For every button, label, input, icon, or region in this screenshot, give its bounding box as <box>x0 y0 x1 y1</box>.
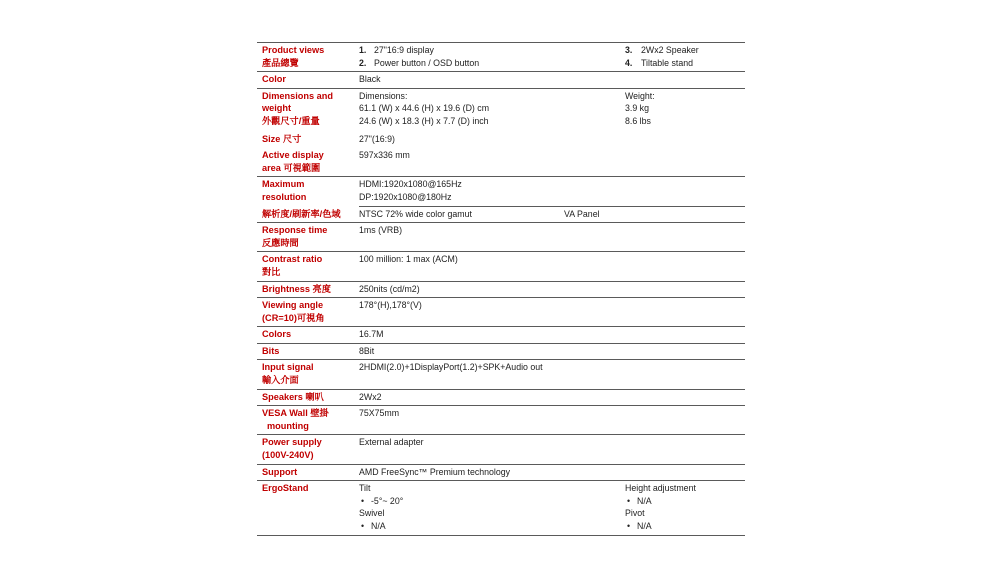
pivot-heading: Pivot <box>625 508 645 519</box>
row-vesa <box>257 405 745 434</box>
bullet: • <box>361 495 365 506</box>
max-resolution-label-zh: 解析度/刷新率/色域 <box>262 209 341 220</box>
max-resolution-label <box>257 177 359 205</box>
weight-heading: Weight: <box>625 90 655 101</box>
product-views-value <box>359 43 745 71</box>
row-dimensions <box>257 88 745 177</box>
size-label: Size 尺寸 <box>262 133 302 144</box>
row-ergostand <box>257 480 745 535</box>
hdmi-resolution: HDMI:1920x1080@165Hz <box>359 179 462 190</box>
dimensions-value <box>359 89 745 177</box>
label-text: Product views <box>262 45 325 55</box>
product-views-label <box>257 43 359 71</box>
pivot-item <box>625 520 696 533</box>
bits-value: 8Bit <box>359 345 375 356</box>
label-text: Power supply <box>262 437 322 448</box>
row-input-signal <box>257 359 745 388</box>
label-text: Response time <box>262 225 328 236</box>
row-support <box>257 464 745 481</box>
bullet: • <box>361 521 365 531</box>
support-value: AMD FreeSync™ Premium technology <box>359 466 511 477</box>
height-value: N/A <box>637 495 652 506</box>
item-text: Power button / OSD button <box>374 57 480 68</box>
power-value: External adapter <box>359 437 424 448</box>
viewing-label <box>257 298 359 326</box>
weight-column <box>625 90 655 128</box>
response-label <box>257 223 359 251</box>
item-number: 3. <box>625 45 633 55</box>
active-area-label: Active display area 可視範圍 <box>262 150 324 173</box>
spec-sheet <box>257 42 745 536</box>
swivel-heading: Swivel <box>359 508 385 519</box>
color-value: Black <box>359 74 381 85</box>
item-3 <box>625 44 699 57</box>
label-text: VESA Wall 壁掛 <box>262 408 329 419</box>
power-label <box>257 435 359 463</box>
label-zh: 產品總覽 <box>262 57 299 68</box>
item-4 <box>625 57 699 70</box>
label-text: Input signal <box>262 362 314 373</box>
colors-value: 16.7M <box>359 329 384 340</box>
dimensions-cm: 61.1 (W) x 44.6 (H) x 19.6 (D) cm <box>359 103 490 114</box>
row-brightness <box>257 281 745 298</box>
row-contrast <box>257 251 745 280</box>
ergostand-label: ErgoStand <box>262 483 309 494</box>
weight-lbs: 8.6 lbs <box>625 115 651 126</box>
input-value: 2HDMI(2.0)+1DisplayPort(1.2)+SPK+Audio out <box>359 362 543 373</box>
bullet: • <box>627 521 631 531</box>
items-right-column <box>625 44 699 69</box>
speakers-value: 2Wx2 <box>359 391 382 402</box>
gamut-value <box>359 207 745 223</box>
label-text-2: mounting <box>267 420 309 431</box>
brightness-label: Brightness 亮度 <box>262 283 331 294</box>
label-text-2: (100V-240V) <box>262 450 314 461</box>
pivot-value: N/A <box>637 521 652 531</box>
bullet: • <box>627 495 631 506</box>
bits-label: Bits <box>262 345 280 356</box>
color-label: Color <box>262 74 286 85</box>
vesa-value: 75X75mm <box>359 408 400 419</box>
item-number: 4. <box>625 57 633 68</box>
row-viewing-angle <box>257 297 745 326</box>
label-text: Contrast ratio <box>262 254 323 265</box>
weight-kg: 3.9 kg <box>625 103 649 114</box>
tilt-value: -5°~ 20° <box>371 495 404 506</box>
swivel-value: N/A <box>371 521 386 531</box>
label-zh: (CR=10)可視角 <box>262 312 325 323</box>
panel-type: VA Panel <box>564 208 600 219</box>
viewing-value: 178°(H),178°(V) <box>359 300 422 311</box>
label-text: Dimensions and weight <box>262 90 333 114</box>
active-area-value: 597x336 mm <box>359 150 410 161</box>
dimensions-heading: Dimensions: <box>359 90 408 101</box>
label-text: Viewing angle <box>262 300 324 311</box>
row-bits <box>257 343 745 360</box>
response-value: 1ms (VRB) <box>359 225 403 236</box>
speakers-label: Speakers 喇叭 <box>262 391 324 402</box>
vesa-label <box>257 406 359 434</box>
row-product-views <box>257 42 745 71</box>
input-label <box>257 360 359 388</box>
label-text: Maximum resolution <box>262 179 307 202</box>
max-resolution-value <box>359 177 745 205</box>
height-item <box>625 495 696 508</box>
row-power-supply <box>257 434 745 463</box>
gamut-text: NTSC 72% wide color gamut <box>359 208 472 219</box>
contrast-label <box>257 252 359 280</box>
brightness-value: 250nits (cd/m2) <box>359 283 420 294</box>
height-heading: Height adjustment <box>625 483 696 494</box>
item-text: 27"16:9 display <box>374 45 434 55</box>
item-text: Tiltable stand <box>641 57 693 68</box>
row-colors <box>257 326 745 343</box>
contrast-value: 100 million: 1 max (ACM) <box>359 254 458 265</box>
row-max-resolution <box>257 176 745 205</box>
label-zh: 外觀尺寸/重量 <box>262 115 320 126</box>
label-zh: 對比 <box>262 266 281 277</box>
row-gamut <box>359 206 745 223</box>
ergostand-right-column <box>625 482 696 532</box>
support-label: Support <box>262 466 298 477</box>
colors-label: Colors <box>262 329 292 340</box>
size-value: 27"(16:9) <box>359 133 395 144</box>
item-number: 1. <box>359 45 367 55</box>
dimensions-inch: 24.6 (W) x 18.3 (H) x 7.7 (D) inch <box>359 115 489 126</box>
tilt-heading: Tilt <box>359 483 371 494</box>
row-speakers <box>257 389 745 406</box>
item-text: 2Wx2 Speaker <box>641 45 699 55</box>
dp-resolution: DP:1920x1080@180Hz <box>359 191 452 202</box>
row-response-time <box>257 222 745 251</box>
row-color <box>257 71 745 88</box>
item-number: 2. <box>359 57 367 68</box>
ergostand-value <box>359 481 745 534</box>
label-zh: 反應時間 <box>262 237 299 248</box>
dimensions-label <box>257 89 359 177</box>
label-zh: 輸入介面 <box>262 375 299 386</box>
